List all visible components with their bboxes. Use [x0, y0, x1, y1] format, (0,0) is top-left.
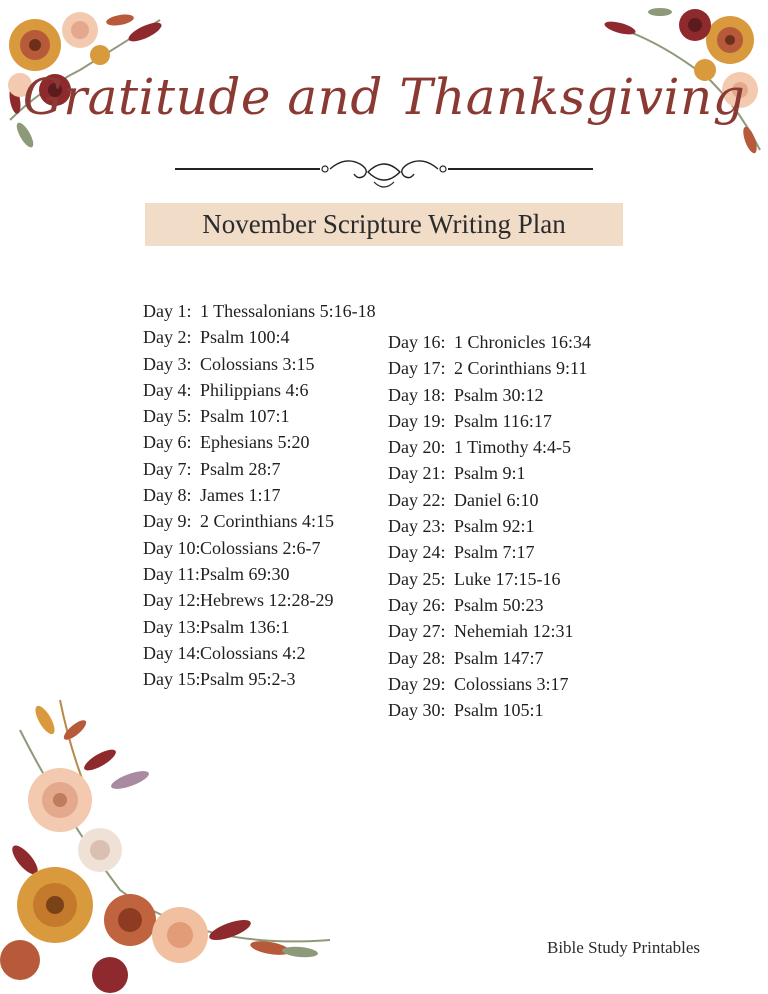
plan-scripture-reference: Hebrews 12:28-29: [200, 590, 334, 611]
plan-entry: [388, 434, 591, 460]
plan-day-label: Day 25:: [388, 568, 446, 589]
plan-scripture-reference: Daniel 6:10: [454, 489, 539, 510]
plan-day-label: Day 6:: [143, 432, 192, 453]
plan-day-label: Day 30:: [388, 700, 446, 721]
plan-day-label: Day 13:: [143, 616, 201, 637]
plan-day-label: Day 12:: [143, 590, 201, 611]
plan-entry: [388, 697, 591, 723]
plan-scripture-reference: Psalm 92:1: [454, 516, 535, 537]
plan-scripture-reference: 2 Corinthians 9:11: [454, 358, 588, 379]
plan-scripture-reference: Psalm 136:1: [200, 616, 290, 637]
plan-entry: [143, 482, 376, 508]
plan-scripture-reference: Psalm 105:1: [454, 700, 544, 721]
plan-entry: [143, 403, 376, 429]
plan-day-label: Day 20:: [388, 437, 446, 458]
plan-scripture-reference: Colossians 2:6-7: [200, 537, 321, 558]
plan-entry: [143, 377, 376, 403]
plan-day-label: Day 23:: [388, 516, 446, 537]
plan-day-label: Day 15:: [143, 669, 201, 690]
plan-entry: [143, 508, 376, 534]
plan-entry: [143, 351, 376, 377]
plan-day-label: Day 21:: [388, 463, 446, 484]
plan-scripture-reference: Psalm 30:12: [454, 384, 544, 405]
plan-scripture-reference: Psalm 107:1: [200, 406, 290, 427]
plan-entry: [143, 324, 376, 350]
plan-scripture-reference: Psalm 28:7: [200, 458, 281, 479]
plan-entry: [388, 460, 591, 486]
plan-entry: [143, 298, 376, 324]
plan-day-label: Day 9:: [143, 511, 192, 532]
plan-scripture-reference: 2 Corinthians 4:15: [200, 511, 334, 532]
plan-scripture-reference: James 1:17: [200, 485, 281, 506]
plan-entry: [143, 561, 376, 587]
plan-scripture-reference: Psalm 100:4: [200, 327, 290, 348]
plan-entry: [143, 535, 376, 561]
plan-entry: [388, 566, 591, 592]
plan-day-label: Day 27:: [388, 621, 446, 642]
plan-entry: [143, 456, 376, 482]
plan-entry: [388, 487, 591, 513]
plan-day-label: Day 24:: [388, 542, 446, 563]
plan-entry: [388, 539, 591, 565]
ornamental-divider: [170, 154, 598, 194]
plan-day-label: Day 26:: [388, 594, 446, 615]
plan-day-label: Day 5:: [143, 406, 192, 427]
plan-column-left: [143, 298, 376, 692]
page-title: Gratitude and Thanksgiving: [22, 68, 746, 126]
plan-entry: [388, 645, 591, 671]
plan-day-label: Day 7:: [143, 458, 192, 479]
plan-scripture-reference: Psalm 116:17: [454, 410, 552, 431]
plan-entry: [388, 329, 591, 355]
plan-day-label: Day 8:: [143, 485, 192, 506]
plan-scripture-reference: Colossians 4:2: [200, 642, 306, 663]
footer-brand: Bible Study Printables: [547, 938, 700, 957]
plan-scripture-reference: 1 Chronicles 16:34: [454, 332, 591, 352]
plan-column-right: [388, 329, 591, 723]
plan-entry: [143, 640, 376, 666]
plan-scripture-reference: Psalm 9:1: [454, 463, 526, 484]
plan-entry: [143, 614, 376, 640]
subtitle-band: [145, 203, 623, 246]
plan-scripture-reference: Philippians 4:6: [200, 379, 309, 400]
floral-bouquet-bottom-left: [0, 690, 340, 994]
plan-scripture-reference: Psalm 95:2-3: [200, 669, 296, 690]
plan-day-label: Day 3:: [143, 353, 192, 374]
plan-entry: [388, 408, 591, 434]
page-subtitle: November Scripture Writing Plan: [202, 209, 566, 239]
plan-scripture-reference: Nehemiah 12:31: [454, 621, 574, 642]
plan-day-label: Day 14:: [143, 642, 201, 663]
plan-scripture-reference: 1 Timothy 4:4-5: [454, 437, 572, 458]
plan-day-label: Day 28:: [388, 647, 446, 668]
plan-entry: [143, 666, 376, 692]
plan-day-label: Day 1:: [143, 301, 192, 321]
plan-day-label: Day 2:: [143, 327, 192, 348]
plan-entry: [143, 429, 376, 455]
plan-scripture-reference: 1 Thessalonians 5:16-18: [200, 301, 376, 321]
plan-entry: [388, 592, 591, 618]
plan-entry: [143, 587, 376, 613]
plan-day-label: Day 10:: [143, 537, 201, 558]
plan-scripture-reference: Colossians 3:15: [200, 353, 315, 374]
plan-entry: [388, 671, 591, 697]
plan-day-label: Day 18:: [388, 384, 446, 405]
plan-day-label: Day 22:: [388, 489, 446, 510]
plan-day-label: Day 17:: [388, 358, 446, 379]
plan-entry: [388, 513, 591, 539]
plan-day-label: Day 29:: [388, 673, 446, 694]
plan-entry: [388, 355, 591, 381]
plan-entry: [388, 618, 591, 644]
plan-scripture-reference: Psalm 147:7: [454, 647, 544, 668]
plan-scripture-reference: Luke 17:15-16: [454, 568, 561, 589]
plan-scripture-reference: Psalm 50:23: [454, 594, 544, 615]
plan-day-label: Day 16:: [388, 332, 446, 352]
plan-scripture-reference: Psalm 69:30: [200, 563, 290, 584]
plan-scripture-reference: Colossians 3:17: [454, 673, 569, 694]
plan-day-label: Day 19:: [388, 410, 446, 431]
plan-entry: [388, 382, 591, 408]
plan-scripture-reference: Ephesians 5:20: [200, 432, 310, 453]
plan-day-label: Day 4:: [143, 379, 192, 400]
plan-scripture-reference: Psalm 7:17: [454, 542, 535, 563]
plan-day-label: Day 11:: [143, 563, 200, 584]
